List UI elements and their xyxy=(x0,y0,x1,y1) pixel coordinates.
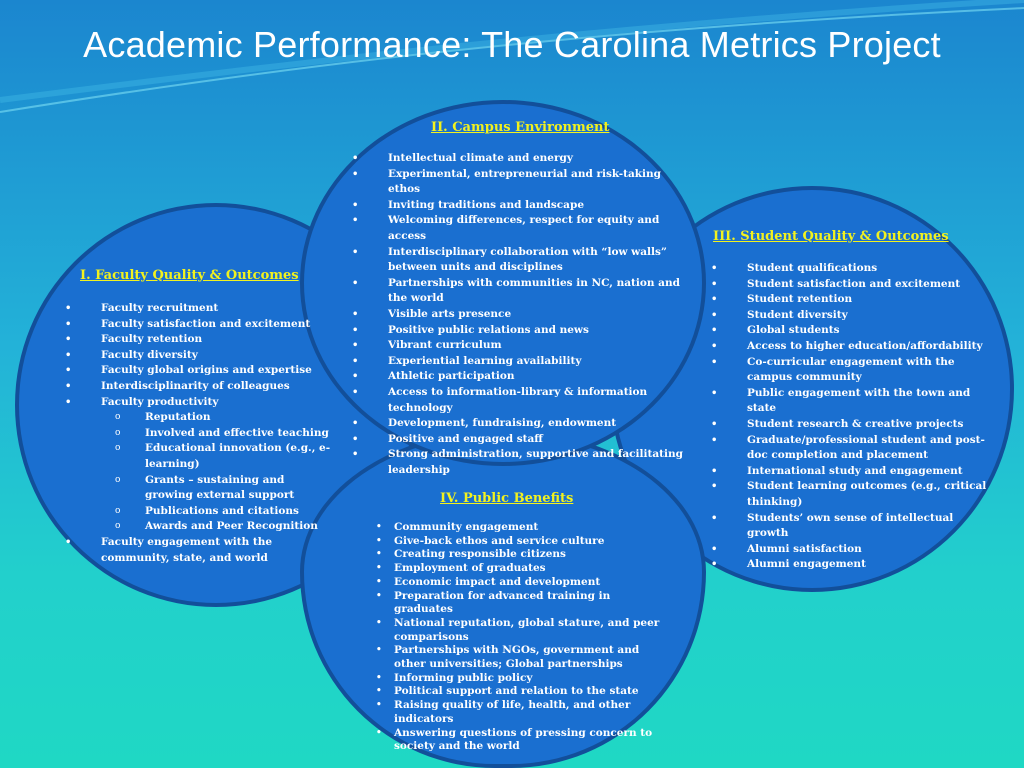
public-list-item: • Economic impact and development xyxy=(370,576,660,590)
public-list-item: • Preparation for advanced training in graduates xyxy=(370,590,660,617)
student-list-item: • Graduate/professional student and post-doc completion and placement xyxy=(709,433,994,464)
campus-list-item: • Athletic participation xyxy=(350,369,685,385)
campus-list-item: • Access to information-library & information technology xyxy=(350,385,685,416)
faculty-heading: I. Faculty Quality & Outcomes xyxy=(80,268,299,283)
public-list xyxy=(370,521,660,754)
faculty-sub-item: o Awards and Peer Recognition xyxy=(63,519,333,535)
faculty-list-item: • Faculty productivity xyxy=(63,395,333,411)
faculty-list-item: • Faculty diversity xyxy=(63,348,333,364)
faculty-sub-item: o Educational innovation (e.g., e-learning) xyxy=(63,441,333,472)
student-list-item: • Student retention xyxy=(709,292,994,308)
campus-list-item: • Vibrant curriculum xyxy=(350,338,685,354)
public-list-item: • Informing public policy xyxy=(370,672,660,686)
campus-list-item: • Welcoming differences, respect for equity and access xyxy=(350,213,685,244)
public-heading: IV. Public Benefits xyxy=(440,491,574,506)
faculty-list-item: • Faculty satisfaction and excitement xyxy=(63,317,333,333)
campus-list-item: • Visible arts presence xyxy=(350,307,685,323)
campus-list-item: • Interdisciplinary collaboration with “low walls” between units and disciplines xyxy=(350,245,685,276)
campus-list-item: • Development, fundraising, endowment xyxy=(350,416,685,432)
student-list-item: • Student satisfaction and excitement xyxy=(709,277,994,293)
campus-list xyxy=(350,151,685,478)
student-list-item: • Student diversity xyxy=(709,308,994,324)
faculty-sub-item: o Publications and citations xyxy=(63,504,333,520)
student-list-item: • Student learning outcomes (e.g., critical thinking) xyxy=(709,479,994,510)
campus-list-item: • Experimental, entrepreneurial and risk-taking ethos xyxy=(350,167,685,198)
campus-list-item: • Partnerships with communities in NC, nation and the world xyxy=(350,276,685,307)
faculty-sub-item: o Reputation xyxy=(63,410,333,426)
campus-list-item: • Experiential learning availability xyxy=(350,354,685,370)
student-list-item: • Student qualifications xyxy=(709,261,994,277)
public-list-item: • Give-back ethos and service culture xyxy=(370,535,660,549)
faculty-list-item: • Faculty global origins and expertise xyxy=(63,363,333,379)
public-list-item: • Employment of graduates xyxy=(370,562,660,576)
public-list-item: • Partnerships with NGOs, government and other universities; Global partnerships xyxy=(370,644,660,671)
public-list-item: • Creating responsible citizens xyxy=(370,548,660,562)
public-list-item: • Community engagement xyxy=(370,521,660,535)
faculty-list-item: • Faculty retention xyxy=(63,332,333,348)
student-list-item: • Alumni engagement xyxy=(709,557,994,573)
faculty-sub-item: o Involved and effective teaching xyxy=(63,426,333,442)
faculty-list xyxy=(63,301,333,566)
student-list-item: • International study and engagement xyxy=(709,464,994,480)
faculty-list-item: • Faculty recruitment xyxy=(63,301,333,317)
student-list-item: • Student research & creative projects xyxy=(709,417,994,433)
campus-list-item: • Inviting traditions and landscape xyxy=(350,198,685,214)
faculty-list-item: • Faculty engagement with the community, state, and world xyxy=(63,535,333,566)
student-list-item: • Global students xyxy=(709,323,994,339)
student-list-item: • Access to higher education/affordability xyxy=(709,339,994,355)
student-list xyxy=(709,261,994,573)
campus-list-item: • Strong administration, supportive and facilitating leadership xyxy=(350,447,685,478)
student-list-item: • Public engagement with the town and state xyxy=(709,386,994,417)
slide-title: Academic Performance: The Carolina Metrics Project xyxy=(83,24,941,65)
faculty-sub-item: o Grants – sustaining and growing external support xyxy=(63,473,333,504)
student-list-item: • Co-curricular engagement with the campus community xyxy=(709,355,994,386)
student-list-item: • Students’ own sense of intellectual growth xyxy=(709,511,994,542)
student-list-item: • Alumni satisfaction xyxy=(709,542,994,558)
public-list-item: • Political support and relation to the state xyxy=(370,685,660,699)
public-list-item: • Answering questions of pressing concern to society and the world xyxy=(370,727,660,754)
campus-heading: II. Campus Environment xyxy=(431,120,610,135)
campus-list-item: • Positive and engaged staff xyxy=(350,432,685,448)
student-heading: III. Student Quality & Outcomes xyxy=(713,229,949,244)
campus-list-item: • Intellectual climate and energy xyxy=(350,151,685,167)
faculty-list-item: • Interdisciplinarity of colleagues xyxy=(63,379,333,395)
public-list-item: • National reputation, global stature, and peer comparisons xyxy=(370,617,660,644)
campus-list-item: • Positive public relations and news xyxy=(350,323,685,339)
public-list-item: • Raising quality of life, health, and other indicators xyxy=(370,699,660,726)
